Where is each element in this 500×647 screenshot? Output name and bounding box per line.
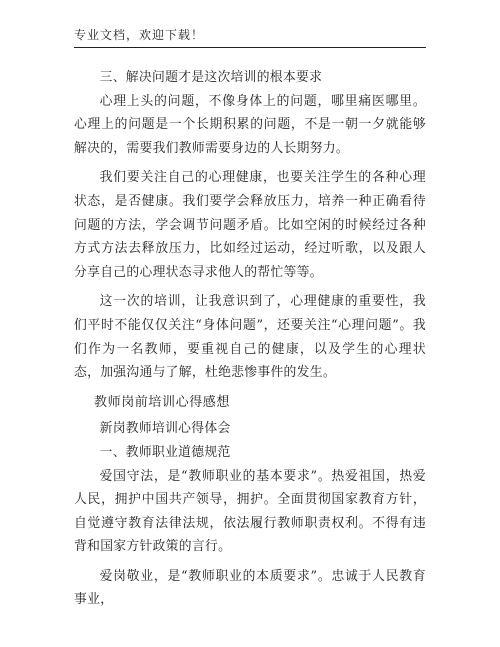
page-header-text: 专业文档，欢迎下载！ <box>74 28 205 42</box>
paragraph-mental-health: 我们要关注自己的心理健康，也要关注学生的各种心理状态，是否健康。我们要学会释放压力，培养一种正确看待问题的方法，学会调节问题矛盾。比如空闲的时候经过各种方式方法去释放压力，比如经过运动，经过听歌，以及跟人分享自己的心理状态寻求他人的帮忙等等。 <box>74 170 426 280</box>
paragraph-problem-nature: 心理上头的问题，不像身体上的问题，哪里痛医哪里。心理上的问题是一个长期积累的问题，不是一朝一夕就能够解决的，需要我们教师需要身边的人长期努力。 <box>74 93 426 156</box>
paragraph-dedication: 爱岗敬业，是“教师职业的本质要求”。忠诚于人民教育事业， <box>74 568 426 608</box>
essay-subtitle: 新岗教师培训心得体会 <box>99 421 231 437</box>
paragraph-patriotism: 爱国守法，是“教师职业的基本要求”。热爱祖国，热爱人民，拥护中国共产领导，拥护。全面贯彻国家教育方针，自觉遵守教育法律法规，依法履行教师职责权利。不得有违背和国家方针政策的言行。 <box>74 468 426 555</box>
essay-title: 教师岗前培训心得感想 <box>94 394 231 410</box>
paragraph-training-reflection: 这一次的培训，让我意识到了，心理健康的重要性，我们平时不能仅仅关注“身体问题”，还要关注“心理问题”。我们作为一名教师，要重视自己的健康，以及学生的心理状态，加强沟通与了解，杜绝悲惨事件的发生。 <box>74 294 426 381</box>
section-heading-3: 三、解决问题才是这次培训的根本要求 <box>99 70 323 85</box>
section-heading-1: 一、教师职业道德规范 <box>99 444 231 460</box>
header-divider <box>74 47 426 48</box>
document-body <box>74 66 426 612</box>
